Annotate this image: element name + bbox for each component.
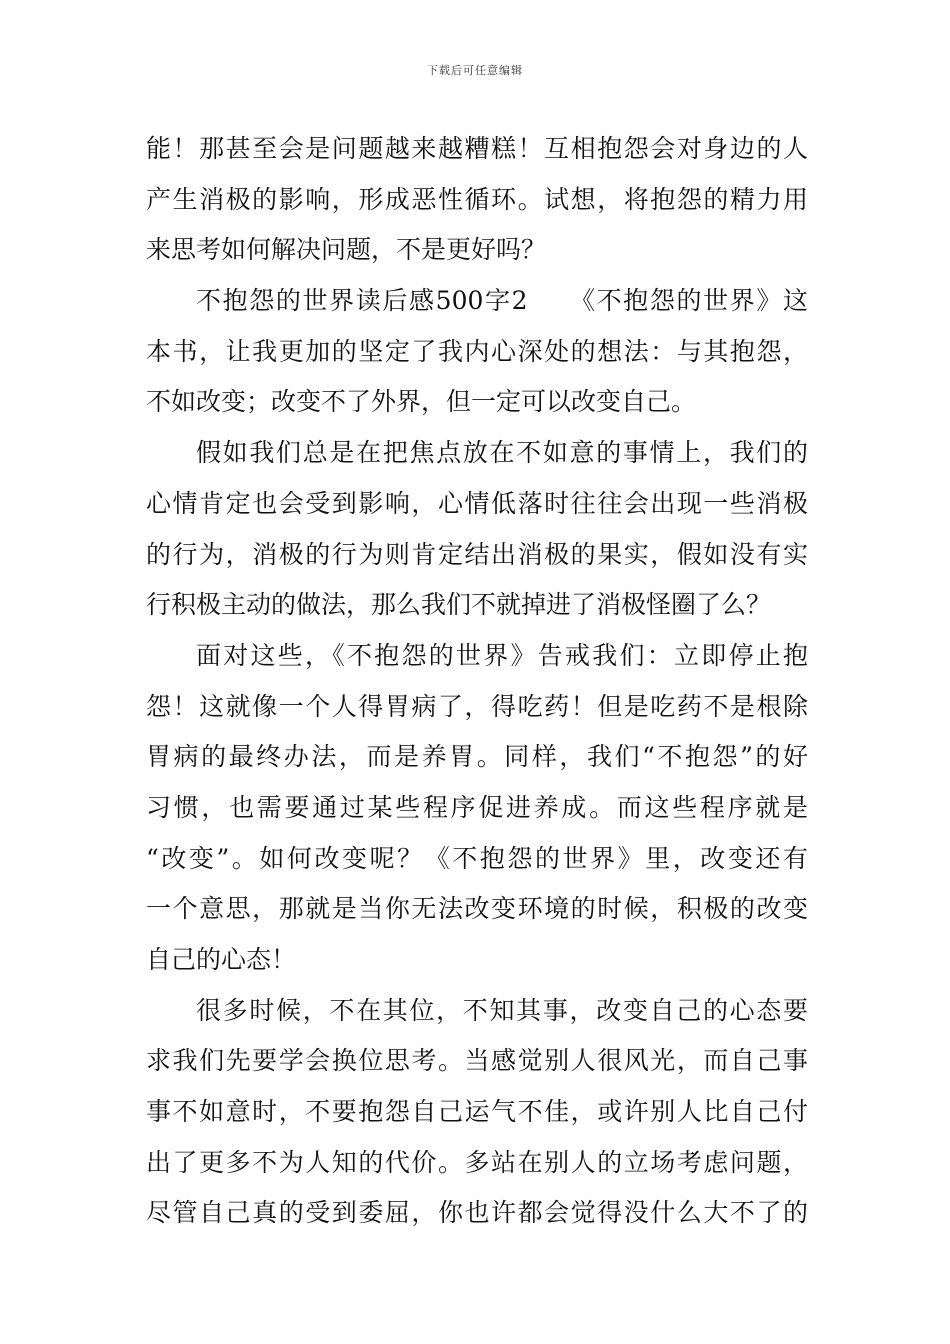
text-line: 行积极主动的做法，那么我们不就掉进了消极怪圈了么？ [146, 590, 772, 620]
text-line: 不如改变；改变不了外界，但一定可以改变自己。 [146, 387, 697, 417]
text-line: 很多时候，不在其位，不知其事，改变自己的心态要 [196, 995, 808, 1025]
text-line: 出了更多不为人知的代价。多站在别人的立场考虑问题， [146, 1147, 808, 1177]
text-line: 假如我们总是在把焦点放在不如意的事情上，我们的 [196, 438, 808, 468]
text-line: 来思考如何解决问题，不是更好吗？ [146, 235, 547, 265]
body-text [146, 124, 808, 1239]
text-line: 事不如意时，不要抱怨自己运气不佳，或许别人比自己付 [146, 1097, 808, 1127]
text-line: 面对这些，《不抱怨的世界》告戒我们：立即停止抱 [196, 640, 808, 670]
text-line: “改变”。如何改变呢？《不抱怨的世界》里，改变还有 [146, 843, 808, 873]
text-line: 尽管自己真的受到委屈，你也许都会觉得没什么大不了的 [146, 1198, 808, 1228]
page-header: 下载后可任意编辑 [427, 64, 523, 77]
text-line: 自己的心态！ [146, 945, 297, 974]
text-line: 产生消极的影响，形成恶性循环。试想，将抱怨的精力用 [146, 184, 808, 214]
text-line: 习惯，也需要通过某些程序促进养成。而这些程序就是 [146, 792, 808, 822]
text-line: 的行为，消极的行为则肯定结出消极的果实，假如没有实 [146, 539, 808, 569]
text-line: 本书，让我更加的坚定了我内心深处的想法：与其抱怨， [146, 336, 808, 366]
text-line: 求我们先要学会换位思考。当感觉别人很风光，而自己事 [146, 1046, 808, 1076]
text-line: 胃病的最终办法，而是养胃。同样，我们“不抱怨”的好 [146, 742, 808, 772]
text-line: 心情肯定也会受到影响，心情低落时往往会出现一些消极 [146, 488, 808, 518]
text-line: 一个意思，那就是当你无法改变环境的时候，积极的改变 [146, 894, 808, 924]
text-line: 怨！这就像一个人得胃病了，得吃药！但是吃药不是根除 [146, 691, 808, 721]
text-line: 不抱怨的世界读后感500字2 《不抱怨的世界》这 [196, 286, 808, 316]
text-line: 能！那甚至会是问题越来越糟糕！互相抱怨会对身边的人 [146, 134, 808, 163]
